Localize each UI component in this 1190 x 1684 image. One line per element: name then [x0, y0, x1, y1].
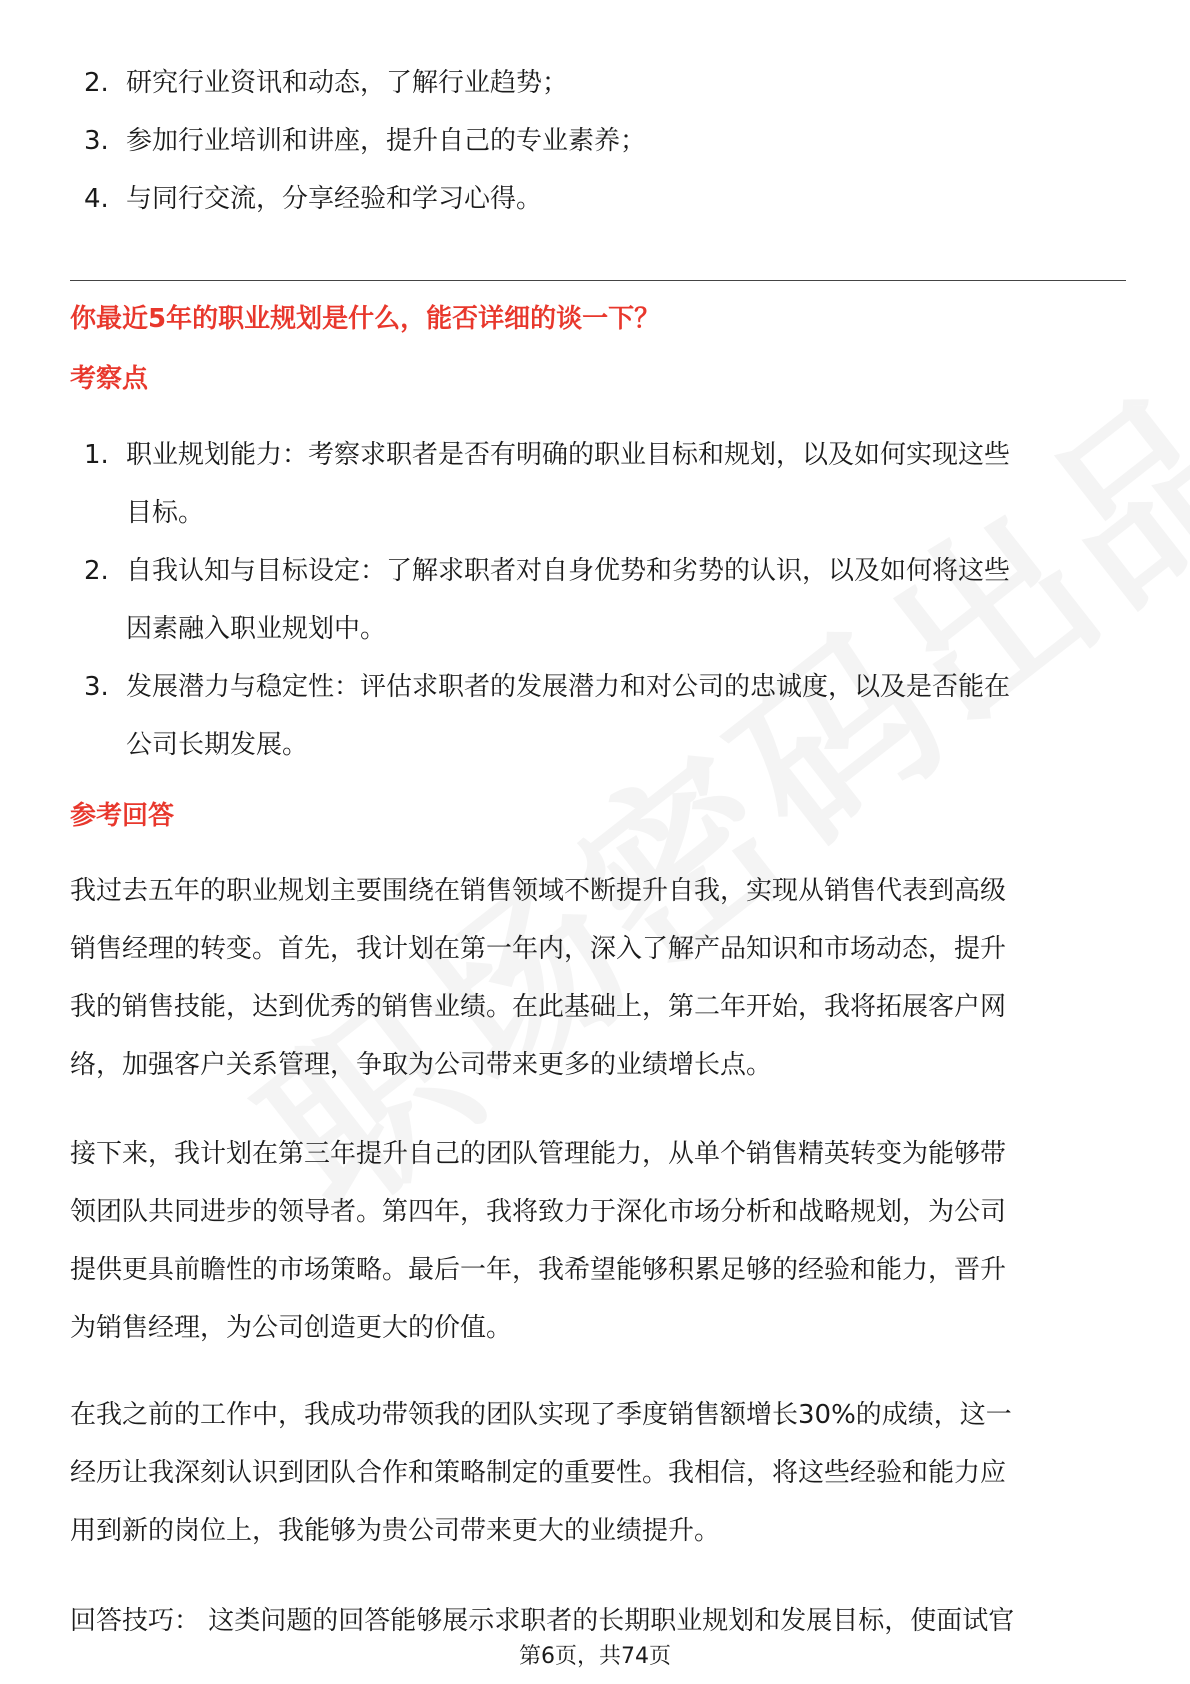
list-item — [84, 170, 1124, 228]
list-text-line: 自我认知与目标设定：了解求职者对自身优势和劣势的认识，以及如何将这些 — [126, 556, 1011, 586]
list-number: 4. — [84, 184, 109, 214]
section-heading-cankao: 参考回答 — [70, 801, 175, 831]
list-number: 2. — [84, 556, 109, 586]
list-number: 3. — [84, 672, 109, 702]
list-text: 与同行交流，分享经验和学习心得。 — [126, 184, 543, 214]
list-text-line: 因素融入职业规划中。 — [126, 614, 387, 644]
paragraph-line: 络，加强客户关系管理，争取为公司带来更多的业绩增长点。 — [70, 1050, 773, 1080]
list-text: 参加行业培训和讲座，提升自己的专业素养； — [126, 126, 647, 156]
section-heading-kaochadian: 考察点 — [70, 364, 149, 394]
list-text-line: 发展潜力与稳定性：评估求职者的发展潜力和对公司的忠诚度，以及是否能在 — [126, 672, 1011, 702]
paragraph-line: 经历让我深刻认识到团队合作和策略制定的重要性。我相信，将这些经验和能力应 — [70, 1458, 1007, 1488]
list-item — [84, 112, 1124, 170]
paragraph-line: 接下来，我计划在第三年提升自己的团队管理能力，从单个销售精英转变为能够带 — [70, 1139, 1007, 1169]
list-item — [84, 658, 1124, 774]
list-text-line: 职业规划能力：考察求职者是否有明确的职业目标和规划，以及如何实现这些 — [126, 440, 1011, 470]
list-text-line: 目标。 — [126, 498, 205, 528]
paragraph-line: 我的销售技能，达到优秀的销售业绩。在此基础上，第二年开始，我将拓展客户网 — [70, 992, 1007, 1022]
answer-paragraph-1 — [70, 862, 1126, 1094]
answer-paragraph-3 — [70, 1386, 1126, 1560]
paragraph-line: 领团队共同进步的领导者。第四年，我将致力于深化市场分析和战略规划，为公司 — [70, 1197, 1007, 1227]
top-list — [84, 54, 1124, 228]
paragraph-line: 在我之前的工作中，我成功带领我的团队实现了季度销售额增长30%的成绩，这一 — [70, 1400, 1012, 1430]
page-footer: 第6页，共74页 — [519, 1644, 671, 1669]
list-text: 研究行业资讯和动态，了解行业趋势； — [126, 68, 569, 98]
list-item — [84, 542, 1124, 658]
answer-paragraph-2 — [70, 1125, 1126, 1357]
paragraph-line: 提供更具前瞻性的市场策略。最后一年，我希望能够积累足够的经验和能力，晋升 — [70, 1255, 1007, 1285]
question-heading: 你最近5年的职业规划是什么，能否详细的谈一下？ — [70, 304, 661, 334]
paragraph-line: 我过去五年的职业规划主要围绕在销售领域不断提升自我，实现从销售代表到高级 — [70, 876, 1007, 906]
list-number: 2. — [84, 68, 109, 98]
paragraph-line: 为销售经理，为公司创造更大的价值。 — [70, 1313, 513, 1343]
list-item — [84, 54, 1124, 112]
list-text-line: 公司长期发展。 — [126, 730, 309, 760]
divider — [70, 280, 1126, 281]
list-number: 3. — [84, 126, 109, 156]
list-item — [84, 426, 1124, 542]
paragraph-line: 用到新的岗位上，我能够为贵公司带来更大的业绩提升。 — [70, 1516, 721, 1546]
list-number: 1. — [84, 440, 109, 470]
answer-tips-paragraph: 回答技巧： 这类问题的回答能够展示求职者的长期职业规划和发展目标，使面试官 — [70, 1606, 1015, 1636]
paragraph-line: 销售经理的转变。首先，我计划在第一年内，深入了解产品知识和市场动态，提升 — [70, 934, 1007, 964]
kaochadian-list — [84, 426, 1124, 774]
